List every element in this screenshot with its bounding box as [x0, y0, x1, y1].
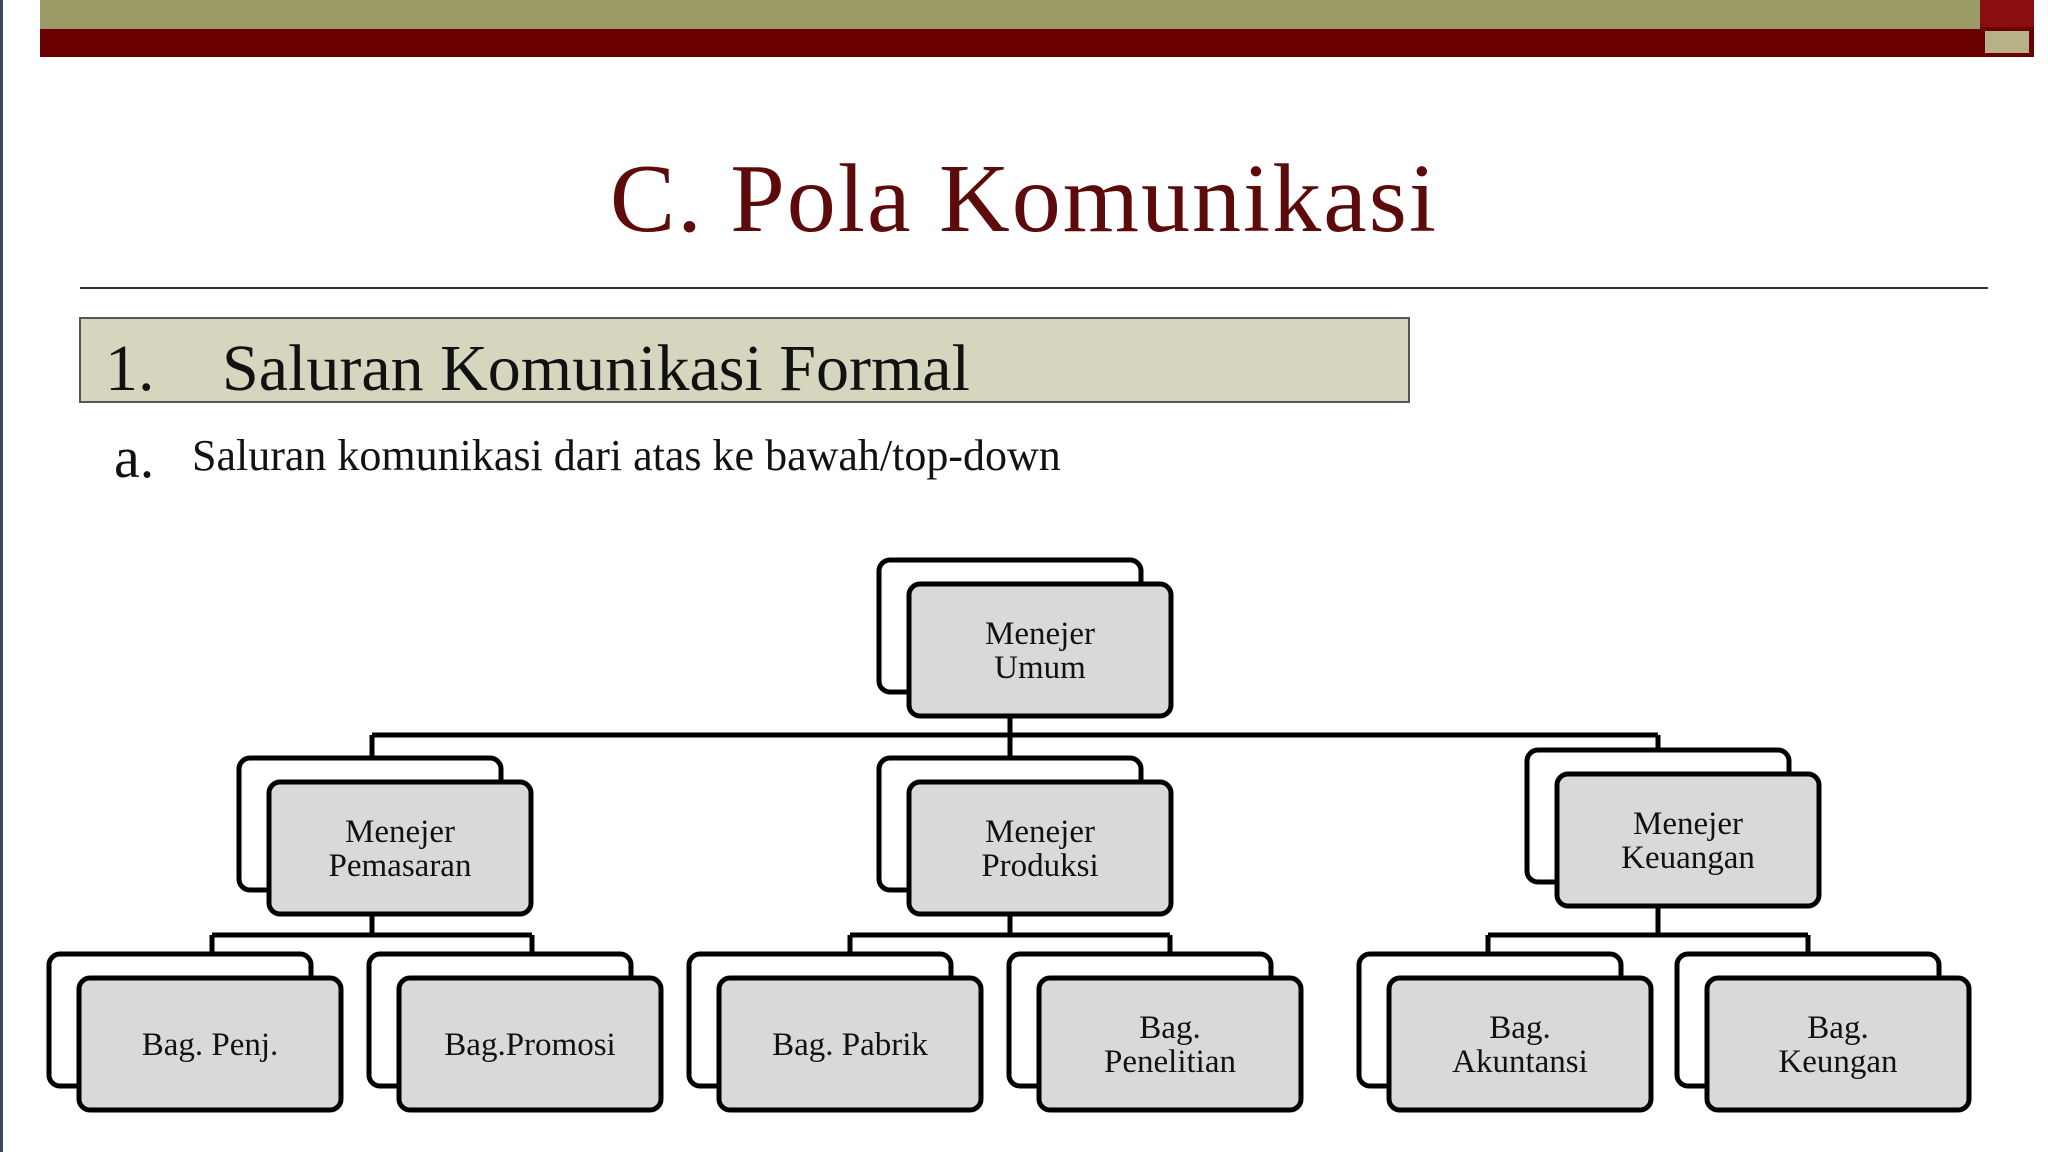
node-menejer-umum-label: Umum: [994, 650, 1086, 686]
node-unit-produksi-1-label: Bag.: [1139, 1010, 1201, 1046]
subpoint-text: Saluran komunikasi dari atas ke bawah/top-down: [192, 431, 1061, 480]
node-unit-pemasaran-1-label: Bag.Promosi: [444, 1027, 616, 1063]
node-unit-keuangan-0-label: Akuntansi: [1452, 1044, 1588, 1080]
node-menejer-pemasaran-label: Pemasaran: [328, 848, 472, 884]
node-unit-keuangan-1-label: Bag.: [1807, 1010, 1869, 1046]
node-menejer-keuangan-label: Keuangan: [1621, 840, 1755, 876]
node-unit-pemasaran-0-label: Bag. Penj.: [141, 1027, 279, 1063]
slide-title: C. Pola Komunikasi: [609, 145, 1439, 253]
section-number: 1.: [105, 332, 155, 405]
subpoint-letter: a.: [114, 425, 155, 490]
node-unit-produksi-1-label: Penelitian: [1104, 1044, 1236, 1080]
node-menejer-umum-label: Menejer: [985, 616, 1095, 652]
node-unit-produksi-0-label: Bag. Pabrik: [772, 1027, 928, 1063]
node-menejer-produksi-label: Produksi: [981, 848, 1099, 884]
node-menejer-keuangan-label: Menejer: [1633, 806, 1743, 842]
node-unit-keuangan-1-label: Keungan: [1778, 1044, 1898, 1080]
node-menejer-pemasaran-label: Menejer: [345, 814, 455, 850]
node-unit-keuangan-0-label: Bag.: [1489, 1010, 1551, 1046]
section-title: Saluran Komunikasi Formal: [222, 332, 970, 405]
node-menejer-produksi-label: Menejer: [985, 814, 1095, 850]
